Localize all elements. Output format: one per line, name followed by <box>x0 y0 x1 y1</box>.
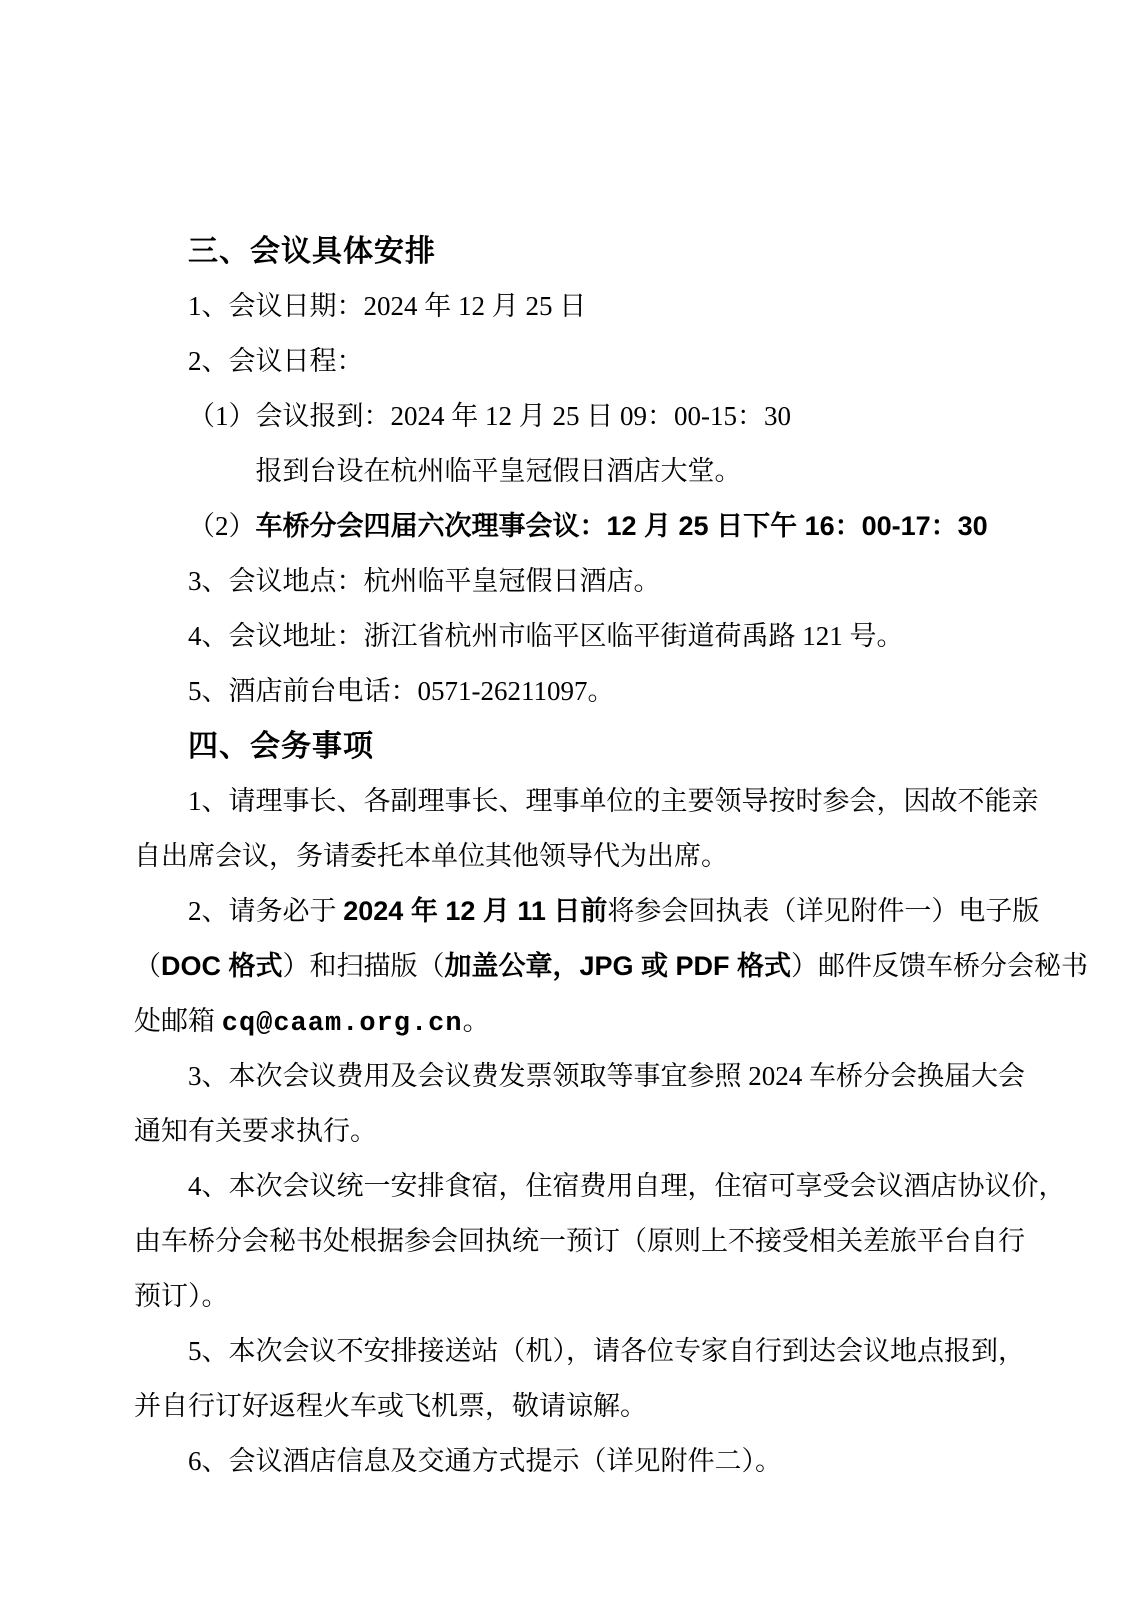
text-run: 处邮箱 <box>134 1006 222 1036</box>
note-4-line-1 <box>134 1159 1066 1214</box>
text-run: 4、会议地址：浙江省杭州市临平区临平街道荷禹路 121 号。 <box>188 621 904 651</box>
text-run: ）和扫描版（ <box>282 951 445 981</box>
section-4-heading <box>134 719 1024 774</box>
text-run: 报到台设在杭州临平皇冠假日酒店大堂。 <box>255 456 742 486</box>
document-body <box>134 224 1089 1489</box>
note-5-line-2 <box>134 1379 1024 1434</box>
text-run: 将参会回执表（详见附件一）电子版 <box>607 896 1040 926</box>
text-run: 6、会议酒店信息及交通方式提示（详见附件二）。 <box>188 1446 782 1476</box>
text-run: （1）会议报到：2024 年 12 月 25 日 09：00-15：30 <box>188 401 791 431</box>
item-3-meeting-venue <box>134 554 1024 609</box>
text-run: 2、请务必于 <box>188 896 344 926</box>
text-run: （ <box>134 951 161 981</box>
agenda-2-council-meeting <box>134 499 1024 554</box>
note-2-line-3 <box>134 994 1024 1049</box>
text-run: 。 <box>462 1006 490 1036</box>
text-run: 并自行订好返程火车或飞机票，敬请谅解。 <box>134 1391 647 1421</box>
note-5-line-1 <box>134 1324 1024 1379</box>
text-run: 5、本次会议不安排接送站（机），请各位专家自行到达会议地点报到， <box>188 1336 1025 1366</box>
bold-text-run: DOC 格式 <box>161 951 283 981</box>
text-run: 2、会议日程： <box>188 346 364 376</box>
note-2-line-2 <box>134 939 1089 994</box>
email-text: cq@caam.org.cn <box>221 1009 463 1039</box>
item-1-meeting-date <box>134 279 1024 334</box>
text-run: 4、本次会议统一安排食宿，住宿费用自理，住宿可享受会议酒店协议价， <box>188 1171 1066 1201</box>
note-3-line-1 <box>134 1049 1024 1104</box>
bold-text-run: 三、会议具体安排 <box>188 235 436 268</box>
text-run: 1、会议日期：2024 年 12 月 25 日 <box>188 291 587 321</box>
text-run: 3、本次会议费用及会议费发票领取等事宜参照 2024 车桥分会换届大会 <box>188 1061 1025 1091</box>
note-1-line-2 <box>134 829 1024 884</box>
item-2-meeting-agenda <box>134 334 1024 389</box>
note-4-line-2 <box>134 1214 1024 1269</box>
note-2-line-1 <box>134 884 1040 939</box>
bold-text-run: 车桥分会四届六次理事会议：12 月 25 日下午 16：00-17：30 <box>255 511 988 541</box>
text-run: 5、酒店前台电话：0571-26211097。 <box>188 676 615 706</box>
note-4-line-3 <box>134 1269 1024 1324</box>
bold-text-run: 四、会务事项 <box>188 730 374 763</box>
bold-text-run: 2024 年 12 月 11 日前 <box>343 896 608 926</box>
bold-text-run: 加盖公章，JPG 或 PDF 格式 <box>444 951 792 981</box>
text-run: ）邮件反馈车桥分会秘书 <box>791 951 1089 981</box>
agenda-1-registration <box>134 389 1024 444</box>
text-run: 预订）。 <box>134 1281 229 1311</box>
note-3-line-2 <box>134 1104 1024 1159</box>
note-6-line-1 <box>134 1434 1024 1489</box>
text-run: （2） <box>188 511 256 541</box>
item-4-meeting-address <box>134 609 1024 664</box>
agenda-1-registration-desk <box>134 444 1024 499</box>
text-run: 1、请理事长、各副理事长、理事单位的主要领导按时参会，因故不能亲 <box>188 786 1039 816</box>
text-run: 由车桥分会秘书处根据参会回执统一预订（原则上不接受相关差旅平台自行 <box>134 1226 1025 1256</box>
text-run: 通知有关要求执行。 <box>134 1116 377 1146</box>
text-run: 3、会议地点：杭州临平皇冠假日酒店。 <box>188 566 661 596</box>
text-run: 自出席会议，务请委托本单位其他领导代为出席。 <box>134 841 728 871</box>
note-1-line-1 <box>134 774 1039 829</box>
item-5-hotel-phone <box>134 664 1024 719</box>
section-3-heading <box>134 224 1024 279</box>
